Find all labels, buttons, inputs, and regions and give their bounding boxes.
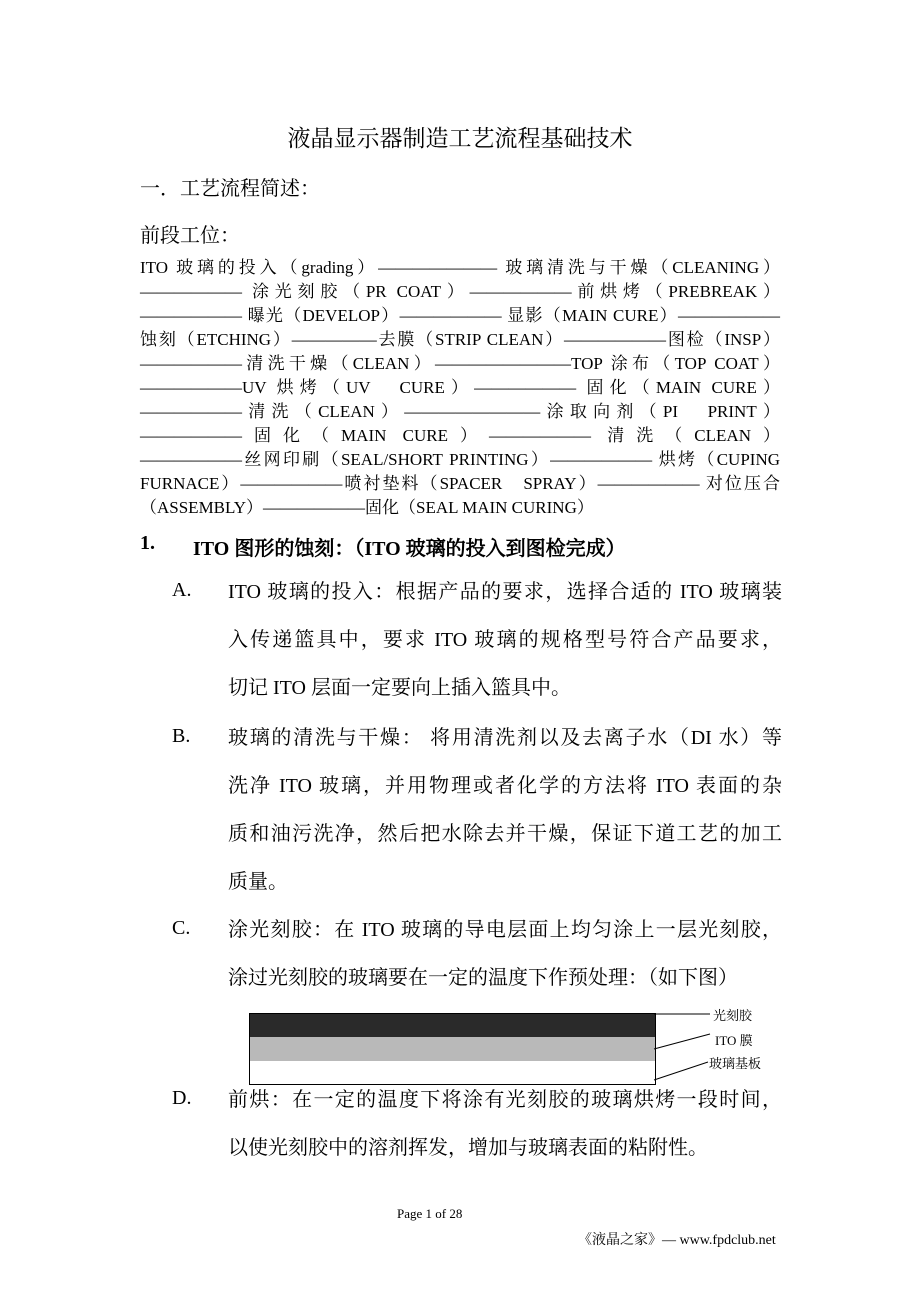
paragraph-line: 玻璃的清洗与干燥： 将用清洗剂以及去离子水（DI 水）等 (228, 727, 782, 749)
glass-substrate-layer (250, 1061, 655, 1084)
paragraph-line: 洗净 ITO 玻璃，并用物理或者化学的方法将 ITO 表面的杂 (228, 775, 782, 797)
flow-line: ITO 玻璃的投入（grading）——————— 玻璃清洗与干燥（CLEANING） (140, 258, 780, 277)
flow-line: FURNACE）——————喷衬垫料（SPACER SPRAY）—————— 对位压合 (140, 474, 780, 493)
flow-line: ——————固化（MAIN CURE）—————— 清洗（CLEAN） (140, 426, 780, 445)
leader-line-glass (654, 1062, 708, 1080)
label-photoresist: 光刻胶 (713, 1008, 753, 1023)
document-title: 液晶显示器制造工艺流程基础技术 (287, 126, 633, 151)
site-credit: 《液晶之家》— www.fpdclub.net (578, 1233, 776, 1248)
paragraph-line: 涂过光刻胶的玻璃要在一定的温度下作预处理：（如下图） (228, 967, 738, 989)
paragraph-line: 涂光刻胶：在 ITO 玻璃的导电层面上均匀涂上一层光刻胶， (228, 919, 782, 941)
section-heading-ito-etching: ITO 图形的蚀刻：（ITO 玻璃的投入到图检完成） (193, 538, 626, 560)
item-marker-b: B. (172, 725, 191, 747)
item-marker-a: A. (172, 579, 192, 601)
section-number: 1. (140, 532, 155, 554)
label-ito-film: ITO 膜 (715, 1033, 753, 1048)
subheading-front-stage: 前段工位： (140, 225, 240, 247)
flow-line: ——————清洗（CLEAN）————————涂取向剂（PI PRINT） (140, 402, 780, 421)
flow-line: 蚀刻（ETCHING）—————去膜（STRIP CLEAN）——————图检（INSP） (140, 330, 780, 349)
diagram-leader-lines (650, 1005, 720, 1085)
paragraph-line: 前烘：在一定的温度下将涂有光刻胶的玻璃烘烤一段时间， (228, 1089, 782, 1111)
flow-line: —————— 涂光刻胶（PR COAT）——————前烘烤（PREBREAK） (140, 282, 780, 301)
flow-line: （ASSEMBLY）——————固化（SEAL MAIN CURING） (140, 498, 594, 517)
item-marker-d: D. (172, 1087, 192, 1109)
section-heading-overview: 一．工艺流程简述： (140, 178, 320, 200)
flow-line: ——————丝网印刷（SEAL/SHORT PRINTING）—————— 烘烤（CUPING (140, 450, 780, 469)
flow-line: —————— 曝光（DEVELOP）—————— 显影（MAIN CURE）—————— (140, 306, 780, 325)
leader-line-ito (654, 1034, 710, 1049)
paragraph-line: 质和油污洗净，然后把水除去并干燥，保证下道工艺的加工 (228, 823, 782, 845)
ito-layer (250, 1037, 655, 1061)
paragraph-line: 入传递篮具中，要求 ITO 玻璃的规格型号符合产品要求， (228, 629, 782, 651)
flow-line: ——————清洗干燥（CLEAN）————————TOP 涂布（TOP COAT） (140, 354, 780, 373)
layer-diagram (249, 1013, 656, 1085)
paragraph-line: ITO 玻璃的投入：根据产品的要求，选择合适的 ITO 玻璃装 (228, 581, 782, 603)
photoresist-layer (250, 1014, 655, 1037)
page-number: Page 1 of 28 (397, 1206, 463, 1221)
paragraph-line: 质量。 (228, 871, 288, 893)
item-marker-c: C. (172, 917, 191, 939)
label-glass-substrate: 玻璃基板 (709, 1056, 762, 1071)
paragraph-line: 以使光刻胶中的溶剂挥发，增加与玻璃表面的粘附性。 (228, 1137, 708, 1159)
flow-line: ——————UV 烘烤（UV CURE）—————— 固化（MAIN CURE） (140, 378, 780, 397)
paragraph-line: 切记 ITO 层面一定要向上插入篮具中。 (228, 677, 571, 699)
